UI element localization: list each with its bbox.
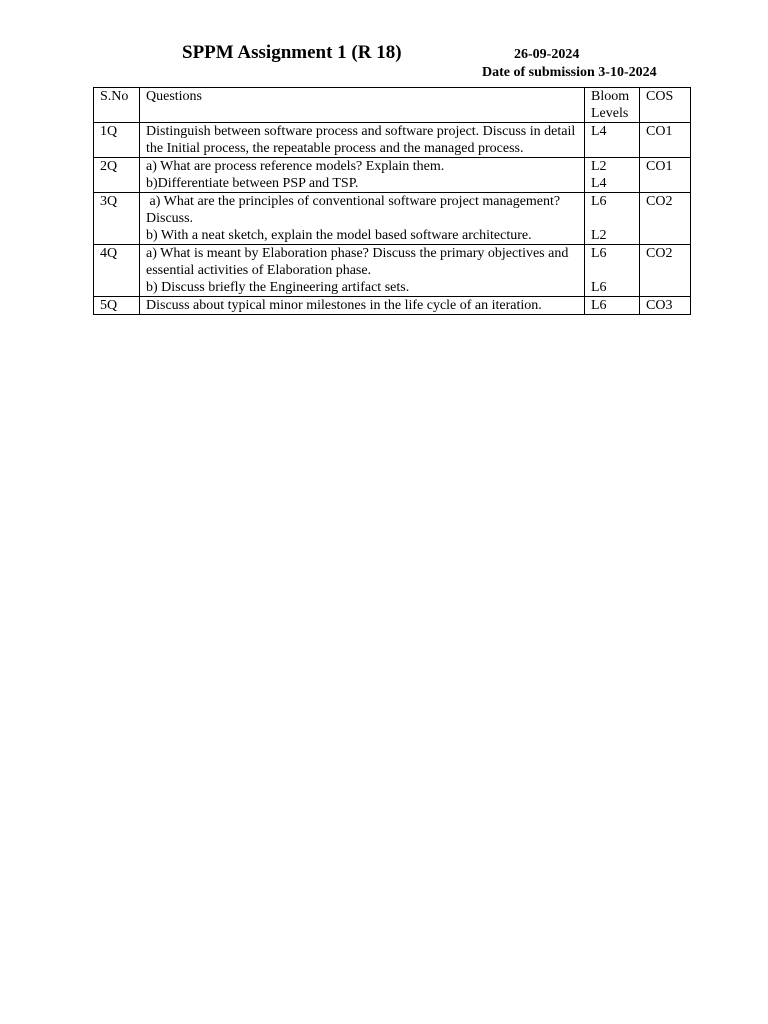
row-cos: CO1 [640, 158, 691, 193]
row-question [140, 193, 585, 245]
submission-date [482, 65, 657, 81]
bloom-level: L4 [591, 176, 607, 191]
question-text: Discuss about typical minor milestones in the life cycle of an iteration. [146, 298, 542, 313]
row-sno: 3Q [94, 193, 140, 245]
row-bloom [585, 193, 640, 245]
row-question [140, 245, 585, 297]
table-row [94, 123, 691, 158]
question-text: a) What are process reference models? Explain them. [146, 159, 445, 174]
row-question [140, 297, 585, 315]
question-text: b) Discuss briefly the Engineering artifact sets. [146, 280, 410, 295]
row-question [140, 123, 585, 158]
submission-label: Date of submission [482, 65, 595, 80]
table-row [94, 245, 691, 297]
questions-table [93, 87, 691, 315]
bloom-level: L2 [591, 159, 607, 174]
page-title: SPPM Assignment 1 (R 18) [182, 42, 402, 63]
header-sno: S.No [94, 88, 140, 123]
submission-value: 3-10-2024 [598, 65, 657, 80]
row-sno: 4Q [94, 245, 140, 297]
header-cos: COS [640, 88, 691, 123]
row-bloom [585, 123, 640, 158]
header-bloom-levels [585, 88, 640, 123]
row-cos: CO2 [640, 193, 691, 245]
table-header-row [94, 88, 691, 123]
bloom-level: L4 [591, 124, 607, 139]
table-row [94, 297, 691, 315]
question-text: b) With a neat sketch, explain the model based software architecture. [146, 228, 532, 243]
bloom-level [591, 262, 633, 279]
row-bloom [585, 158, 640, 193]
assignment-date: 26-09-2024 [514, 47, 580, 62]
row-sno: 5Q [94, 297, 140, 315]
row-question [140, 158, 585, 193]
bloom-level: L2 [591, 228, 607, 243]
row-cos: CO2 [640, 245, 691, 297]
question-text: a) What is meant by Elaboration phase? Discuss the primary objectives and essential activities of Elaboration phase. [146, 246, 569, 278]
bloom-level: L6 [591, 280, 607, 295]
table-row [94, 193, 691, 245]
row-bloom [585, 245, 640, 297]
bloom-level [591, 210, 633, 227]
row-cos: CO3 [640, 297, 691, 315]
row-sno: 1Q [94, 123, 140, 158]
bloom-level: L6 [591, 194, 607, 209]
row-cos: CO1 [640, 123, 691, 158]
question-text: Distinguish between software process and software project. Discuss in detail the Initial process, the repeatable process and the managed process. [146, 124, 576, 156]
row-bloom [585, 297, 640, 315]
question-text: b)Differentiate between PSP and TSP. [146, 176, 359, 191]
header-questions: Questions [140, 88, 585, 123]
bloom-level: L6 [591, 246, 607, 261]
row-sno: 2Q [94, 158, 140, 193]
header-bloom-line2: Levels [591, 106, 629, 121]
table-row [94, 158, 691, 193]
question-text: a) What are the principles of conventional software project management? Discuss. [146, 194, 564, 226]
bloom-level: L6 [591, 298, 607, 313]
header-bloom-line1: Bloom [591, 89, 630, 104]
